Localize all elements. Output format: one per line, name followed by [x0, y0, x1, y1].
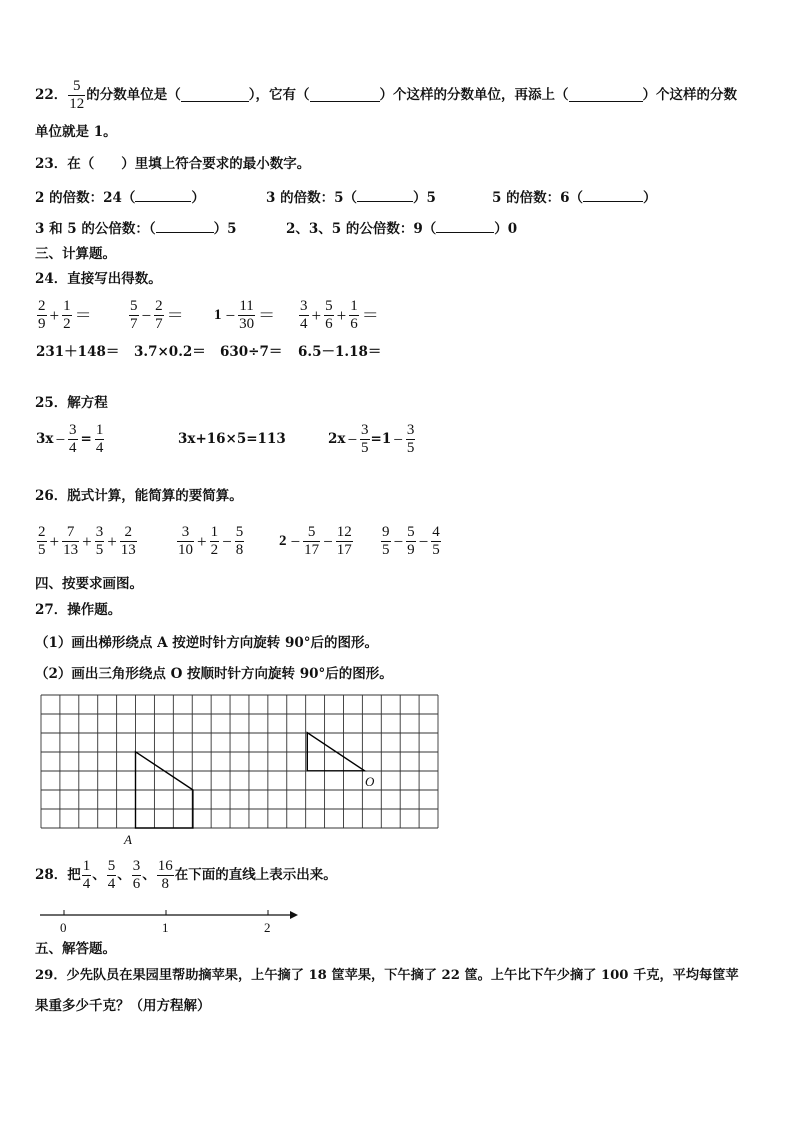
frac-den: 17	[304, 542, 320, 559]
separator: 、	[142, 867, 156, 883]
minus-sign: −	[347, 430, 358, 450]
minus-sign: −	[55, 430, 66, 450]
frac-den: 17	[336, 542, 352, 559]
equals-sign: ＝	[258, 306, 276, 326]
frac-den: 8	[235, 542, 244, 559]
equals-one: =1	[370, 431, 392, 447]
q23-blank4[interactable]	[156, 221, 214, 233]
frac-den: 9	[407, 542, 415, 559]
frac-num: 3	[177, 524, 194, 542]
q24-expr1	[36, 298, 94, 334]
term: 3x	[36, 431, 54, 447]
q24-e2-frac1	[129, 298, 139, 334]
q22-line1	[35, 78, 737, 114]
term: 2x	[328, 431, 346, 447]
minus-sign: −	[393, 532, 404, 552]
plus-sign: +	[49, 306, 60, 326]
q23-r1a-text: 2 的倍数：24（	[35, 190, 136, 206]
q26-e1-frac3	[95, 524, 105, 560]
q25-e3-frac2	[406, 422, 416, 458]
frac-num: 3	[68, 422, 78, 440]
q22-text2: ），它有（	[248, 87, 310, 103]
q23-blank2[interactable]	[357, 190, 413, 202]
whole-number: 1	[214, 307, 222, 324]
frac-num: 5	[324, 298, 334, 316]
frac-num: 9	[381, 524, 391, 542]
q26-e3-frac2	[336, 524, 353, 560]
q26-e2-frac1	[177, 524, 194, 560]
q28-text: 在下面的直线上表示出来。	[174, 867, 337, 883]
minus-sign: −	[290, 532, 301, 552]
q22-line2: 单位就是 1。	[35, 124, 117, 140]
q24-expr3	[212, 298, 277, 334]
q25-e3-frac1	[360, 422, 370, 458]
frac-den: 7	[130, 316, 138, 333]
q29-line2: 果重多少千克？（用方程解）	[35, 998, 211, 1014]
q24-expr2	[128, 298, 186, 334]
q23-blank3[interactable]	[583, 190, 643, 202]
frac-num: 5	[107, 858, 117, 876]
q26-e4-frac2	[406, 524, 416, 560]
frac-den: 5	[95, 542, 104, 559]
plus-sign: +	[107, 532, 117, 552]
plus-sign: +	[82, 532, 92, 552]
equals-sign: ＝	[74, 306, 92, 326]
q23-r1b-text: 3 的倍数：5（	[266, 190, 357, 206]
q22-text4: ）个这样的分数	[642, 87, 738, 103]
equals-sign: ＝	[361, 306, 379, 326]
q26-e4-frac1	[381, 524, 391, 560]
q23-r2a-end: ）5	[213, 221, 237, 237]
q24-e2-frac2	[154, 298, 164, 334]
tick-label-2: 2	[264, 920, 271, 935]
q23-r1c-end: ）	[643, 190, 657, 206]
q26-e3-frac1	[303, 524, 320, 560]
frac-den: 5	[361, 440, 369, 457]
q26-title: 26．脱式计算，能简算的要简算。	[35, 488, 243, 504]
q28-frac4	[157, 858, 174, 894]
q23-r1c-text: 5 的倍数：6（	[492, 190, 583, 206]
frac-num: 1	[349, 298, 359, 316]
frac-den: 5	[406, 440, 415, 457]
frac-num: 3	[406, 422, 416, 440]
frac-den: 4	[69, 440, 77, 457]
separator: 、	[92, 867, 106, 883]
frac-den: 30	[239, 316, 255, 333]
frac-num: 1	[95, 422, 105, 440]
frac-den: 4	[95, 440, 104, 457]
q27-part1: （1）画出梯形绕点 A 按逆时针方向旋转 90°后的图形。	[35, 635, 379, 651]
q24-title: 24．直接写出得数。	[35, 271, 162, 287]
q22-text3: ）个这样的分数单位，再添上（	[379, 87, 569, 103]
plus-sign: +	[197, 532, 207, 552]
frac-den: 6	[350, 316, 358, 333]
section-3-heading: 三、计算题。	[35, 246, 116, 262]
frac-num: 5	[235, 524, 245, 542]
frac-den: 4	[300, 316, 308, 333]
minus-sign: −	[418, 532, 429, 552]
frac-den: 5	[432, 542, 440, 559]
q23-row2-a	[35, 221, 237, 237]
section-5-heading: 五、解答题。	[35, 941, 116, 957]
frac-den: 5	[382, 542, 390, 559]
q22-blank3[interactable]	[569, 90, 643, 102]
frac-den: 10	[178, 542, 193, 559]
minus-sign: −	[323, 532, 333, 552]
frac-num: 1	[82, 858, 92, 876]
tick-label-1: 1	[162, 920, 169, 935]
frac-den: 6	[325, 316, 333, 333]
q25-e1-frac2	[95, 422, 105, 458]
q25-e1-frac1	[68, 422, 78, 458]
frac-num: 2	[37, 524, 47, 542]
q28-frac3	[132, 858, 142, 894]
q28-number: 28．把	[35, 867, 81, 883]
q23-r2b-text: 2、3、5 的公倍数：9（	[286, 221, 437, 237]
q24-expr4	[298, 298, 381, 334]
q25-eq3	[328, 422, 416, 458]
q24-e4-frac2	[324, 298, 334, 334]
whole-number: 2	[279, 533, 287, 550]
q24-e1-frac2	[62, 298, 72, 334]
grid-lines	[41, 695, 438, 828]
q28-frac2	[107, 858, 117, 894]
frac-num: 3	[95, 524, 105, 542]
q24-e4-frac3	[349, 298, 359, 334]
plus-sign: +	[336, 306, 347, 326]
frac-den: 7	[155, 316, 163, 333]
q26-e1-frac2	[62, 524, 79, 560]
q22-frac-den: 12	[69, 96, 85, 113]
q24-e3-frac1	[238, 298, 255, 334]
q25-eq1	[36, 422, 105, 458]
q23-row1-c	[492, 190, 657, 206]
frac-num: 1	[210, 524, 220, 542]
q22-number: 22．	[35, 87, 68, 103]
q27-title: 27．操作题。	[35, 602, 122, 618]
frac-num: 5	[303, 524, 320, 542]
q24-r2-e3: 630÷7＝	[220, 344, 283, 360]
q22-fraction	[68, 78, 85, 114]
frac-den: 5	[38, 542, 46, 559]
frac-num: 1	[62, 298, 72, 316]
q23-r1b-end: ）5	[413, 190, 436, 206]
q28-line	[35, 858, 337, 894]
number-line	[38, 906, 300, 924]
point-a-label: A	[124, 832, 132, 847]
separator: 、	[117, 867, 131, 883]
frac-num: 5	[129, 298, 139, 316]
q23-row2-b	[286, 221, 517, 237]
q27-part2: （2）画出三角形绕点 O 按顺时针方向旋转 90°后的图形。	[35, 666, 393, 682]
q24-e4-frac1	[299, 298, 309, 334]
q29-line1: 29．少先队员在果园里帮助摘苹果，上午摘了 18 筐苹果，下午摘了 22 筐。上午比下午少摘了 100 千克，平均每筐苹	[35, 968, 739, 983]
q26-expr2	[176, 524, 245, 560]
frac-num: 2	[37, 298, 47, 316]
minus-sign: −	[393, 430, 403, 450]
frac-num: 16	[157, 858, 174, 876]
frac-num: 11	[238, 298, 255, 316]
frac-num: 3	[132, 858, 142, 876]
frac-den: 13	[120, 542, 136, 559]
q24-r2-e2: 3.7×0.2＝	[134, 344, 206, 360]
q26-expr4	[380, 524, 442, 560]
plus-sign: +	[49, 532, 60, 552]
frac-num: 2	[120, 524, 137, 542]
plus-sign: +	[311, 306, 322, 326]
minus-sign: −	[225, 306, 236, 326]
q26-e1-frac1	[37, 524, 47, 560]
q26-e2-frac2	[210, 524, 220, 560]
frac-num: 4	[431, 524, 441, 542]
q24-e1-frac1	[37, 298, 47, 334]
q23-r2a-text: 3 和 5 的公倍数：（	[35, 221, 156, 237]
frac-den: 6	[132, 876, 141, 893]
frac-num: 3	[299, 298, 309, 316]
q23-title: 23．在（ ）里填上符合要求的最小数字。	[35, 156, 311, 172]
q22-blank2[interactable]	[310, 90, 380, 102]
equals-sign: =	[80, 431, 92, 447]
q26-e4-frac3	[431, 524, 441, 560]
q24-r2-e1: 231＋148＝	[36, 344, 120, 360]
q22-frac-num: 5	[68, 78, 85, 96]
q22-blank1[interactable]	[181, 90, 249, 102]
rotation-grid	[40, 694, 440, 848]
q24-r2-e4: 6.5－1.18＝	[298, 344, 382, 360]
q26-e1-frac4	[120, 524, 137, 560]
frac-den: 13	[63, 542, 79, 559]
frac-den: 2	[210, 542, 219, 559]
frac-num: 3	[360, 422, 370, 440]
equals-sign: ＝	[166, 306, 184, 326]
frac-den: 2	[63, 316, 71, 333]
frac-num: 5	[406, 524, 416, 542]
minus-sign: −	[222, 532, 232, 552]
q23-blank1[interactable]	[135, 190, 191, 202]
q22-text1: 的分数单位是（	[86, 87, 181, 103]
q23-blank5[interactable]	[436, 221, 494, 233]
arrow-head-icon	[290, 911, 298, 919]
frac-num: 2	[154, 298, 164, 316]
q23-r2b-end: ）0	[494, 221, 518, 237]
frac-den: 4	[107, 876, 116, 893]
section-4-heading: 四、按要求画图。	[35, 576, 143, 592]
point-o-label: O	[365, 774, 375, 789]
frac-num: 12	[336, 524, 353, 542]
minus-sign: −	[141, 306, 152, 326]
frac-den: 8	[161, 876, 170, 893]
frac-den: 4	[82, 876, 91, 893]
tick-label-0: 0	[60, 920, 67, 935]
q25-eq2: 3x+16×5=113	[178, 431, 286, 447]
q28-frac1	[82, 858, 92, 894]
q25-title: 25．解方程	[35, 395, 108, 411]
q23-r1a-end: ）	[191, 190, 205, 206]
q26-e2-frac3	[235, 524, 245, 560]
q23-row1-a	[35, 190, 205, 206]
q23-row1-b	[266, 190, 436, 206]
q26-expr1	[36, 524, 138, 560]
frac-den: 9	[38, 316, 46, 333]
frac-num: 7	[62, 524, 79, 542]
q26-expr3	[277, 524, 354, 560]
